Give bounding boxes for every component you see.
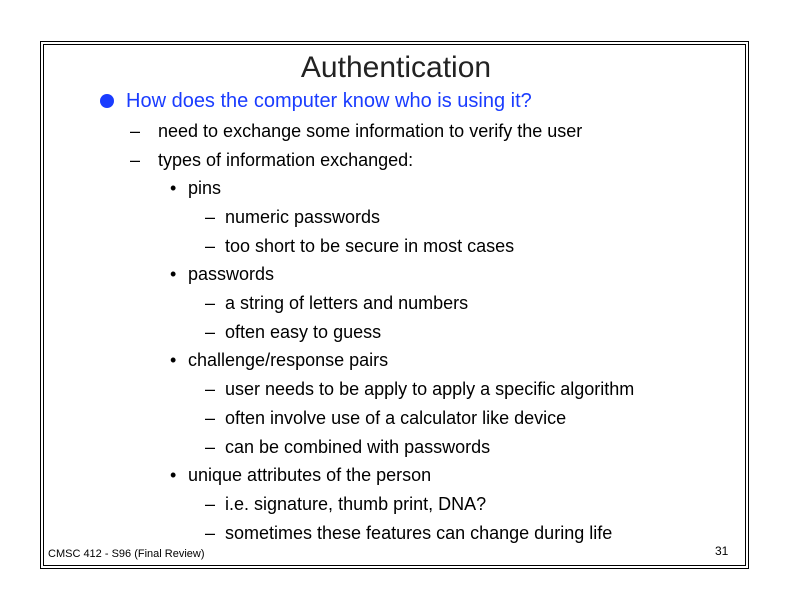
dash-marker: – xyxy=(205,322,216,342)
dash-marker: – xyxy=(205,437,216,457)
list-item-text: often involve use of a calculator like device xyxy=(225,408,567,428)
list-item-text: i.e. signature, thumb print, DNA? xyxy=(225,494,487,514)
list-item-text: types of information exchanged: xyxy=(158,150,414,170)
dash-marker: – xyxy=(205,408,216,428)
dash-marker: – xyxy=(205,236,216,256)
list-item xyxy=(205,321,381,343)
list-item xyxy=(205,407,566,429)
bullet-marker: • xyxy=(170,465,177,485)
bullet-marker: • xyxy=(170,178,177,198)
dash-marker: – xyxy=(205,207,216,227)
list-item-text: sometimes these features can change during life xyxy=(225,523,613,543)
list-item xyxy=(205,235,514,257)
list-item-text: a string of letters and numbers xyxy=(225,293,469,313)
bullet-marker: • xyxy=(170,264,177,284)
list-item-text: user needs to be apply to apply a specific algorithm xyxy=(225,379,635,399)
bullet-marker: • xyxy=(170,350,177,370)
list-item-text: often easy to guess xyxy=(225,322,382,342)
dash-marker: – xyxy=(130,150,141,170)
list-item-text: numeric passwords xyxy=(225,207,381,227)
list-item-text: pins xyxy=(188,178,222,198)
list-item-text: too short to be secure in most cases xyxy=(225,236,515,256)
footer-course-label: CMSC 412 - S96 (Final Review) xyxy=(48,548,205,560)
dash-marker: – xyxy=(205,379,216,399)
list-item xyxy=(205,522,612,544)
list-item-text: challenge/response pairs xyxy=(188,350,389,370)
bullet-dot-icon xyxy=(100,94,114,108)
list-item-text: can be combined with passwords xyxy=(225,437,491,457)
list-item xyxy=(170,177,221,199)
list-item-text: unique attributes of the person xyxy=(188,465,432,485)
slide-title: Authentication xyxy=(300,51,492,84)
list-item xyxy=(170,263,274,285)
list-item xyxy=(205,206,380,228)
list-item-text: need to exchange some information to verify the user xyxy=(158,121,583,141)
list-item-text: passwords xyxy=(188,264,275,284)
list-item xyxy=(130,149,413,171)
page-number: 31 xyxy=(715,544,729,558)
dash-marker: – xyxy=(205,494,216,514)
main-bullet-text: How does the computer know who is using it? xyxy=(126,90,532,112)
dash-marker: – xyxy=(205,523,216,543)
list-item xyxy=(170,464,431,486)
dash-marker: – xyxy=(205,293,216,313)
list-item xyxy=(205,493,486,515)
main-bullet xyxy=(100,88,532,114)
dash-marker: – xyxy=(130,121,141,141)
list-item xyxy=(170,349,388,371)
list-item xyxy=(205,378,634,400)
list-item xyxy=(205,436,490,458)
list-item xyxy=(130,120,582,142)
list-item xyxy=(205,292,468,314)
